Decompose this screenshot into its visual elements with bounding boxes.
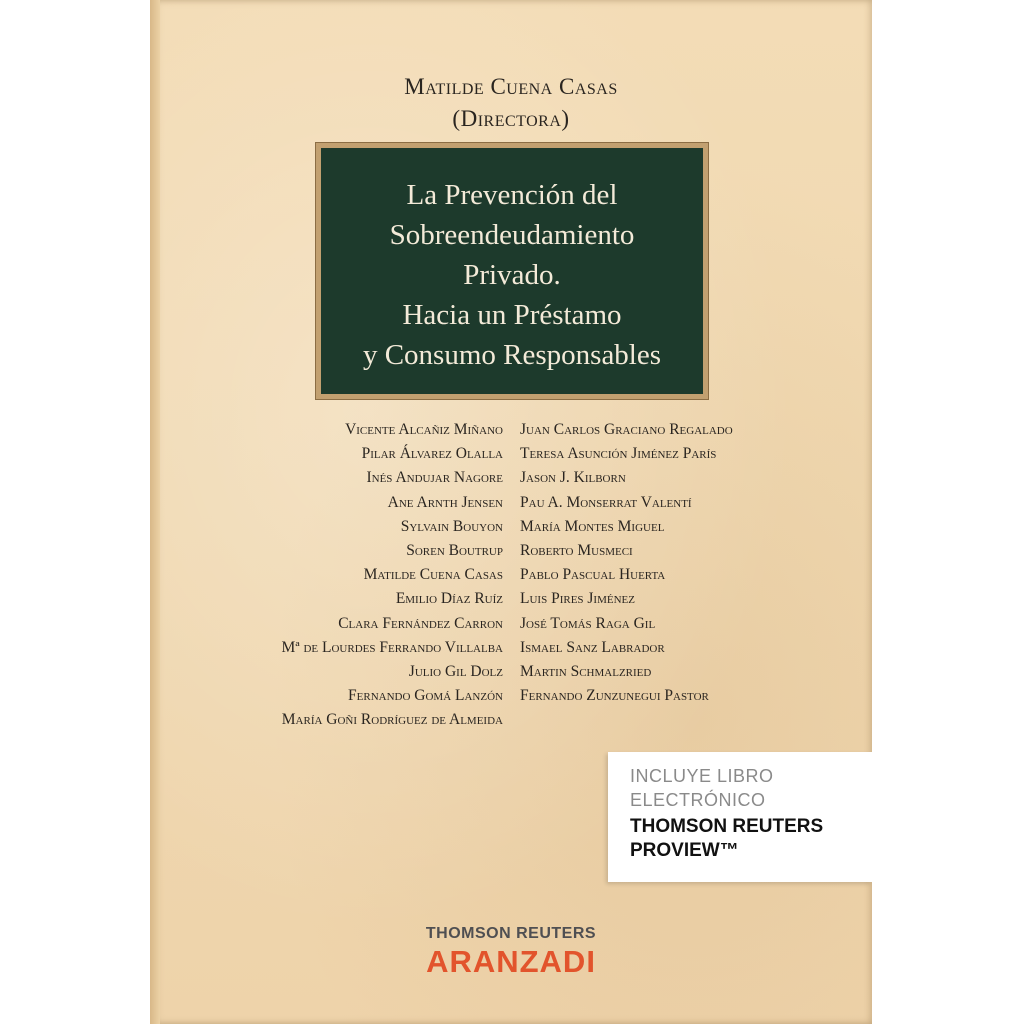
director-name: Matilde Cuena Casas bbox=[404, 74, 618, 99]
ebook-line-2: ELECTRÓNICO bbox=[630, 790, 766, 810]
author-name: Roberto Musmeci bbox=[520, 542, 633, 560]
director-role: (Directora) bbox=[452, 106, 570, 131]
author-name: María Goñi Rodríguez de Almeida bbox=[281, 711, 503, 729]
title-line: La Prevención del bbox=[406, 179, 618, 211]
title-line: Hacia un Préstamo bbox=[402, 299, 622, 331]
author-name: Emilio Díaz Ruíz bbox=[395, 590, 503, 608]
author-name: Martin Schmalzried bbox=[520, 663, 652, 681]
author-name: José Tomás Raga Gil bbox=[520, 614, 656, 632]
ebook-line-1: INCLUYE LIBRO bbox=[630, 766, 774, 786]
author-name: Juan Carlos Graciano Regalado bbox=[520, 421, 733, 438]
author-name: Clara Fernández Carron bbox=[338, 614, 503, 632]
ebook-brand-2: PROVIEW™ bbox=[630, 840, 739, 861]
author-name: Pablo Pascual Huerta bbox=[520, 566, 666, 584]
title-line: Sobreendeudamiento bbox=[389, 219, 635, 251]
title-line: y Consumo Responsables bbox=[362, 339, 662, 371]
author-name: Pilar Álvarez Olalla bbox=[361, 445, 503, 463]
author-name: Julio Gil Dolz bbox=[408, 663, 503, 681]
publisher-logo-top: THOMSON REUTERS bbox=[425, 925, 597, 942]
author-name: Jason J. Kilborn bbox=[520, 469, 626, 487]
author-name: Ane Arnth Jensen bbox=[387, 493, 503, 511]
author-name: Fernando Gomá Lanzón bbox=[348, 687, 503, 705]
authors-right-column bbox=[520, 418, 840, 708]
author-name: Matilde Cuena Casas bbox=[363, 566, 503, 584]
ebook-sticker bbox=[608, 752, 872, 882]
author-name: Inés Andujar Nagore bbox=[366, 469, 503, 487]
author-name: Vicente Alcañiz Miñano bbox=[345, 421, 503, 438]
author-name: Mª de Lourdes Ferrando Villalba bbox=[281, 638, 503, 656]
author-name: María Montes Miguel bbox=[520, 517, 665, 535]
book-cover bbox=[150, 0, 872, 1024]
author-name: Sylvain Bouyon bbox=[400, 517, 503, 535]
author-name: Pau A. Monserrat Valentí bbox=[520, 493, 692, 511]
publisher-logo-main: ARANZADI bbox=[426, 944, 596, 979]
author-name: Teresa Asunción Jiménez París bbox=[520, 445, 717, 463]
author-name: Ismael Sanz Labrador bbox=[520, 638, 665, 656]
title-line: Privado. bbox=[463, 259, 561, 291]
title-box bbox=[316, 143, 708, 399]
author-name: Fernando Zunzunegui Pastor bbox=[520, 687, 709, 705]
author-name: Soren Boutrup bbox=[406, 542, 503, 560]
ebook-brand-1: THOMSON REUTERS bbox=[630, 816, 824, 837]
author-name: Luis Pires Jiménez bbox=[520, 590, 635, 608]
spine-edge bbox=[150, 0, 160, 1024]
authors-left-column bbox=[190, 418, 503, 733]
